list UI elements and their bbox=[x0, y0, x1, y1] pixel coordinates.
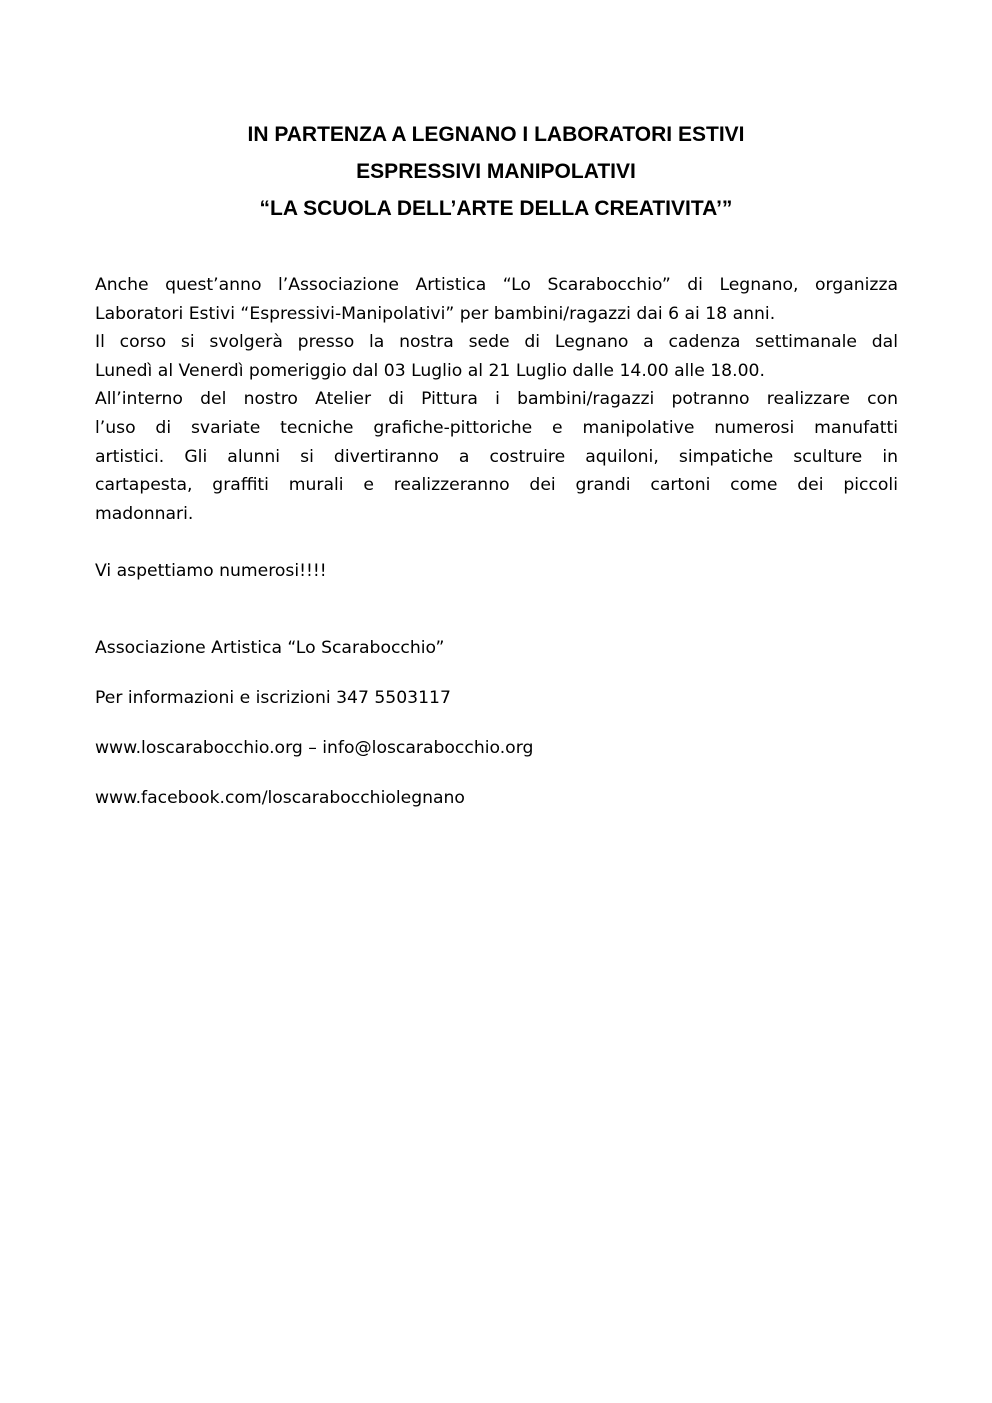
closing-line: Vi aspettiamo numerosi!!!! bbox=[95, 561, 327, 581]
body-line-3: Il corso si svolgerà presso la nostra sede di Legnano a cadenza settimanale dal bbox=[95, 332, 898, 353]
document-title bbox=[0, 116, 992, 227]
contact-info: Per informazioni e iscrizioni 347 5503117 bbox=[95, 688, 451, 708]
facebook-link[interactable]: www.facebook.com/loscarabocchiolegnano bbox=[95, 788, 465, 808]
body-line-4: Lunedì al Venerdì pomeriggio dal 03 Luglio al 21 Luglio dalle 14.00 alle 18.00. bbox=[95, 360, 765, 381]
body-line-7: artistici. Gli alunni si divertiranno a costruire aquiloni, simpatiche sculture in bbox=[95, 446, 898, 467]
title-line-2: ESPRESSIVI MANIPOLATIVI bbox=[356, 160, 636, 183]
body-line-9: madonnari. bbox=[95, 503, 194, 524]
description-paragraph bbox=[95, 271, 898, 528]
body-line-1: Anche quest’anno l’Associazione Artistica “Lo Scarabocchio” di Legnano, organizza bbox=[95, 275, 898, 295]
body-line-2: Laboratori Estivi “Espressivi-Manipolativi” per bambini/ragazzi dai 6 ai 18 anni. bbox=[95, 303, 776, 324]
title-line-3: “LA SCUOLA DELL’ARTE DELLA CREATIVITA’” bbox=[259, 197, 733, 220]
body-line-5: All’interno del nostro Atelier di Pittura i bambini/ragazzi potranno realizzare con bbox=[95, 389, 898, 410]
body-line-8: cartapesta, graffiti murali e realizzeranno dei grandi cartoni come dei piccoli bbox=[95, 475, 898, 496]
website-email-link[interactable]: www.loscarabocchio.org – info@loscarabocchio.org bbox=[95, 738, 534, 758]
body-line-6: l’uso di svariate tecniche grafiche-pittoriche e manipolative numerosi manufatti bbox=[95, 417, 898, 438]
association-signature: Associazione Artistica “Lo Scarabocchio” bbox=[95, 638, 445, 658]
title-line-1: IN PARTENZA A LEGNANO I LABORATORI ESTIVI bbox=[247, 123, 745, 146]
